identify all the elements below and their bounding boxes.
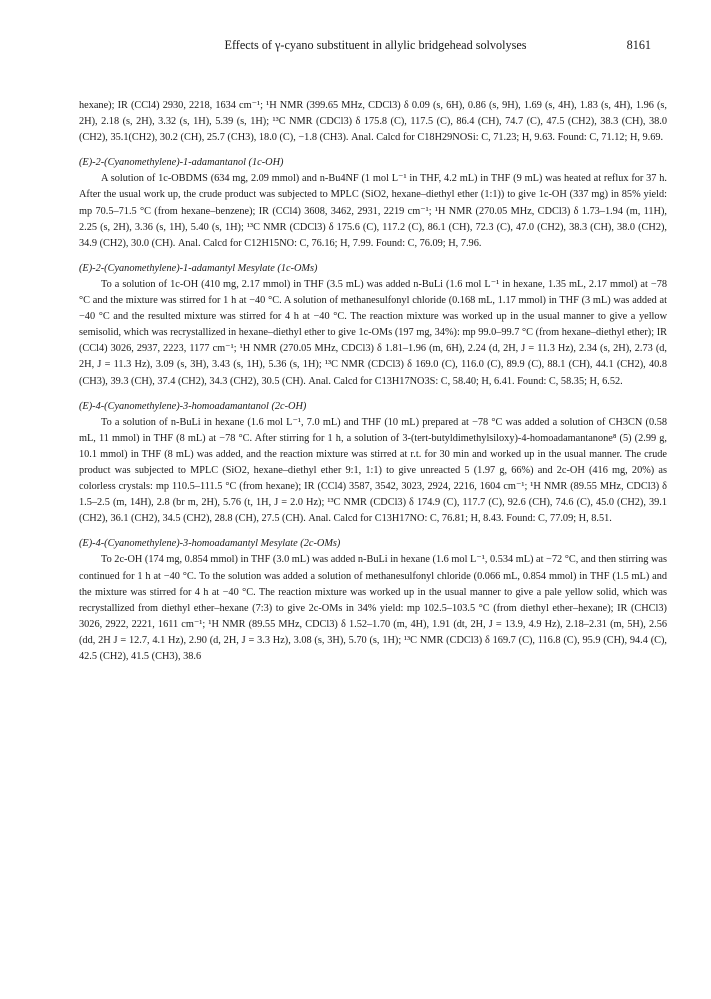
paragraph-2c-oh: To a solution of n-BuLi in hexane (1.6 mol L⁻¹, 7.0 mL) and THF (10 mL) prepared at −78 °C was added a solution of CH3CN (0.58 mL, 11 mmol) in THF (8 mL) at −78 °C. After stirring for 1 h, a solution of 3-(tert-butyldimethylsiloxy)-4-homoadamantanone⁸ (5) (2.99 g, 10.1 mmol) in THF (8 mL) was added, and the reaction mixture was stirred at r.t. for 30 min and worked up in the usual manner. The crude product was subjected to MPLC (SiO2, hexane–diethyl ether 9:1, 1:1) to give unreacted 5 (1.97 g, 66%) and 2c-OH (416 mg, 20%) as colorless crystals: mp 110.5–111.5 °C (from hexane); IR (CCl4) 3587, 3542, 3023, 2924, 2216, 1604 cm⁻¹; ¹H NMR (89.55 MHz, CDCl3) δ 1.5–2.5 (m, 14H), 2.8 (br m, 2H), 5.76 (t, 1H, J = 2.0 Hz); ¹³C NMR (CDCl3) δ 174.9 (C), 117.7 (C), 92.6 (CH), 74.6 (C), 45.0 (CH2), 39.1 (CH2), 36.1 (CH2), 34.5 (CH2), 28.8 (CH), 27.5 (CH). Anal. Calcd for C13H17NO: C, 76.81; H, 8.43. Found: C, 77.09; H, 8.51.	[79, 416, 667, 525]
section-heading-2c-oh: (E)-4-(Cyanomethylene)-3-homoadamantanol (2c-OH)	[79, 400, 307, 412]
running-header	[100, 38, 651, 54]
paragraph-2c-oms: To 2c-OH (174 mg, 0.854 mmol) in THF (3.0 mL) was added n-BuLi in hexane (1.6 mol L⁻¹, 0.534 mL) at −72 °C, and then stirring was continued for 1 h at −40 °C. To the solution was added a solution of methanesulfonyl chloride (0.066 mL, 0.854 mmol) in THF (1.5 mL) and the mixture was stirred for 4 h at −40 °C. The reaction mixture was worked up in the usual manner to give a pale yellow solid, which was recrystallized from diethyl ether–hexane (7:3) to give 2c-OMs in 34% yield: mp 102.5–103.5 °C (from diethyl ether–hexane); IR (CHCl3) 3026, 2922, 2221, 1611 cm⁻¹; ¹H NMR (89.55 MHz, CDCl3) δ 1.52–1.70 (m, 4H), 1.91 (dt, 2H, J = 13.9, 4.9 Hz), 2.18–2.31 (m, 5H), 2.56 (dd, 2H J = 12.7, 4.1 Hz), 2.90 (d, 2H, J = 3.3 Hz), 3.08 (s, 3H), 5.70 (s, 1H); ¹³C NMR (CDCl3) δ 169.7 (C), 116.8 (C), 95.9 (CH), 94.4 (C), 42.5 (CH2), 41.5 (CH3), 38.6	[79, 554, 667, 662]
section-heading-1c-oh: (E)-2-(Cyanomethylene)-1-adamantanol (1c-OH)	[79, 157, 284, 169]
running-title: Effects of γ-cyano substituent in allylic bridgehead solvolyses	[224, 38, 527, 52]
paragraph-1c-oh: A solution of 1c-OBDMS (634 mg, 2.09 mmol) and n-Bu4NF (1 mol L⁻¹ in THF, 4.2 mL) in THF (9 mL) was heated at reflux for 37 h. After the usual work up, the crude product was subjected to MPLC (SiO2, hexane–diethyl ether (1:1)) to give 1c-OH (337 mg) in 85% yield: mp 70.5–71.5 °C (from hexane–benzene); IR (CCl4) 3608, 3462, 2931, 2219 cm⁻¹; ¹H NMR (270.05 MHz, CDCl3) δ 1.73–1.94 (m, 11H), 2.25 (s, 2H), 3.36 (s, 1H), 5.40 (s, 1H); ¹³C NMR (CDCl3) δ 175.6 (C), 117.2 (C), 86.1 (CH), 72.3 (C), 47.0 (CH2), 38.3 (CH), 38.0 (CH2), 34.9 (CH2), 30.0 (CH). Anal. Calcd for C12H15NO: C, 76.16; H, 7.99. Found: C, 76.09; H, 7.96.	[79, 173, 667, 249]
paragraph-1c-oms: To a solution of 1c-OH (410 mg, 2.17 mmol) in THF (3.5 mL) was added n-BuLi (1.6 mol L⁻¹ in hexane, 1.35 mL, 2.17 mmol) at −78 °C and the mixture was stirred for 1 h at −40 °C. A solution of methanesulfonyl chloride (0.168 mL, 1.17 mmol) in THF (3 mL) was added at −40 °C and the resulted mixture was stirred for 4 h at −40 °C. The reaction mixture was worked up in the usual manner to give a yellow semisolid, which was recrystallized in hexane–diethyl ether to give 1c-OMs (197 mg, 34%): mp 99.0–99.7 °C (from hexane–diethyl ether); IR (CCl4) 3026, 2937, 2223, 1177 cm⁻¹; ¹H NMR (270.05 MHz, CDCl3) δ 1.81–1.96 (m, 6H), 2.24 (d, 2H, J = 11.3 Hz), 2.34 (s, 2H), 2.73 (d, 2H, J = 11.3 Hz), 3.09 (s, 3H), 3.43 (s, 1H), 5.36 (s, 1H); ¹³C NMR (CDCl3) δ 169.0 (C), 116.0 (C), 89.9 (C), 88.1 (CH), 44.1 (CH2), 40.8 (CH3), 39.3 (CH), 37.4 (CH2), 34.3 (CH2), 30.5 (CH). Anal. Calcd for C13H17NO3S: C, 58.40; H, 6.41. Found: C, 58.35; H, 6.52.	[79, 278, 667, 387]
article-body	[79, 98, 667, 665]
paragraph-continued: hexane); IR (CCl4) 2930, 2218, 1634 cm⁻¹; ¹H NMR (399.65 MHz, CDCl3) δ 0.09 (s, 6H), 0.86 (s, 9H), 1.69 (s, 4H), 1.83 (s, 4H), 1.96 (s, 2H), 2.18 (s, 2H), 3.32 (s, 1H), 5.39 (s, 1H); ¹³C NMR (CDCl3) δ 175.8 (C), 117.5 (C), 86.4 (CH), 74.7 (C), 47.5 (CH2), 38.3 (CH), 38.0 (CH2), 35.1(CH2), 30.2 (CH), 25.7 (CH3), 18.0 (C), −1.8 (CH3). Anal. Calcd for C18H29NOSi: C, 71.23; H, 9.63. Found: C, 71.12; H, 9.69.	[79, 100, 667, 144]
section-heading-2c-oms: (E)-4-(Cyanomethylene)-3-homoadamantyl Mesylate (2c-OMs)	[79, 538, 341, 550]
section-heading-1c-oms: (E)-2-(Cyanomethylene)-1-adamantyl Mesylate (1c-OMs)	[79, 262, 318, 274]
page-number: 8161	[626, 38, 651, 52]
